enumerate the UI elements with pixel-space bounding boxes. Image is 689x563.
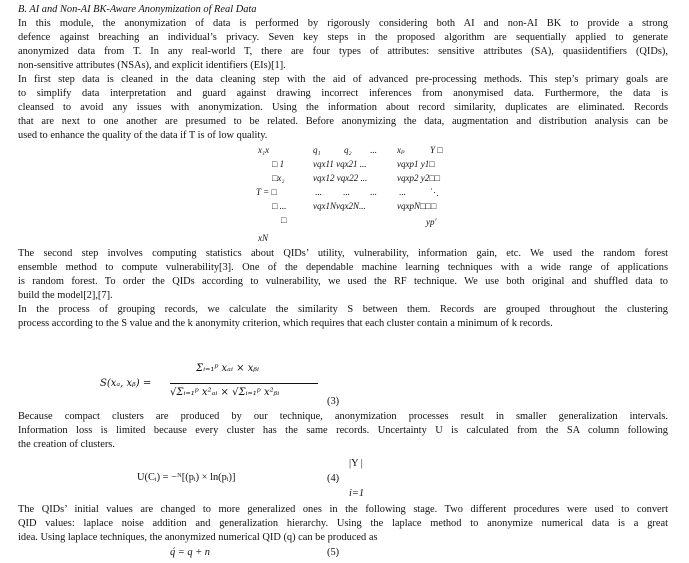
p3-line-1: The second step involves computing statistics about QIDs’ utility, vulnerability, information gain, etc. We used the random forest (18, 248, 668, 259)
p1-line-1: In this module, the anonymization of data is performed by rigorously considering both AI and non-AI BK to provide a strong (18, 18, 668, 29)
p3-line-2: ensemble method to compute vulnerability[3]. One of the dependable machine learning techniques with a wide range of applications (18, 262, 668, 273)
eq4-main: U(Cᵢ) = −ᴺ[(pᵢ) × ln(pᵢ)] (137, 472, 236, 483)
eq5-number: (5) (327, 547, 340, 558)
eq5-main: q́ = q + n (170, 547, 210, 558)
eq4-lower-limit: i=1 (349, 488, 365, 499)
eq4-number: (4) (327, 473, 340, 484)
p6-line-1: The QIDs’ initial values are changed to more generalized ones in the following stage. Two different procedures were used to convert (18, 504, 668, 515)
matrix-r5-c1: vqx1Nvqx2N... (313, 201, 366, 211)
p2-line-4: that are next to one another are presumed to be related. Before anonymizing the data, augmentation and distribution analysis can be (18, 116, 668, 127)
matrix-r5-c2: vqxpN□□□ (397, 201, 437, 211)
matrix-r6-c1: yp′ (426, 217, 437, 227)
p5-line-1: Because compact clusters are produced by our technique, anonymization processes result in smaller generalization intervals. (18, 411, 668, 422)
p2-line-3: cleansed to avoid any issues with anonymization. Using the information about record similarity, duplicates are eliminated. Records (18, 102, 668, 113)
section-heading: B. AI and Non-AI BK-Aware Anonymization of Real Data (18, 4, 257, 15)
p5-line-2: Information loss is limited because every cluster has the same records. Uncertainty U is calculated from the SA column following (18, 425, 668, 436)
p2-line-2: to simplify data interpretation and guard against drawing incorrect inferences from anonymised data. Furthermore, the data is (18, 88, 668, 99)
p1-line-2: defence against breaching an individual’s privacy. Seven key steps in the proposed algorithm are sequentially applied to generate (18, 32, 668, 43)
p6-line-3: idea. Using laplace techniques, the anonymized numerical QID (q) can be produced as (18, 532, 378, 543)
p2-line-1: In first step data is cleaned in the data cleaning step with the aid of advanced pre-processing methods. This step’s primary goals are (18, 74, 668, 85)
matrix-r4-c4: ... (399, 187, 406, 197)
eq3-numerator: Σᵢ₌₁ᵖ xₐᵢ × xᵦᵢ (196, 363, 259, 374)
matrix-r1-c1: q₁ (313, 145, 321, 155)
matrix-r2-c1: vqx11 vqx21 ... (313, 159, 367, 169)
p5-line-3: the creation of clusters. (18, 439, 115, 450)
p4-line-2: process according to the S value and the k anonymity criterion, which requires that each cluster contain a minimum of k records. (18, 318, 553, 329)
eq4-upper-limit: |Y | (349, 458, 363, 469)
p4-line-1: In the process of grouping records, we calculate the similarity S between them. Records are grouped throughout the clustering (18, 304, 668, 315)
matrix-r7: xN (258, 233, 268, 243)
matrix-r4-c1: ... (315, 187, 322, 197)
matrix-r3-c2: vqxp2 y2□□ (397, 173, 441, 183)
matrix-r1-c5: Y □ (430, 145, 443, 155)
matrix-r4-c5: ⋱ (430, 187, 439, 197)
matrix-r3-c1: vqx12 vqx22 ... (313, 173, 368, 183)
matrix-r5-c0: □ ... (272, 201, 287, 211)
matrix-r3-c0: □x₂ (272, 173, 285, 183)
p2-line-5: used to enhance the quality of the data if T is of low quality. (18, 130, 268, 141)
matrix-r1-c0: x₁x (258, 145, 270, 155)
matrix-r1-c2: q₂ (344, 145, 352, 155)
eq3-lhs: S(xₐ, xᵦ) = (100, 378, 152, 389)
matrix-r1-c4: xₚ (397, 145, 405, 155)
matrix-r6-c0: □ (281, 215, 287, 225)
matrix-r1-c3: ... (370, 145, 377, 155)
p6-line-2: QID values: laplace noise addition and generalization hierarchy. Using the laplace method to anonymize numerical data is a great (18, 518, 668, 529)
matrix-r4-c0: T = □ (256, 187, 277, 197)
matrix-r4-c2: ... (343, 187, 350, 197)
matrix-r2-c2: vqxp1 y1□ (397, 159, 435, 169)
eq3-number: (3) (327, 396, 340, 407)
eq3-denominator: √Σᵢ₌₁ᵖ x²ₐᵢ × √Σᵢ₌₁ᵖ x²ᵦᵢ (170, 387, 280, 398)
p1-line-4: non-sensitive attributes (NSAs), and explicit identifiers (EIs)[1]. (18, 60, 286, 71)
p1-line-3: anonymized data from T. In any real-world T, there are four types of attributes: sensitive attributes (SA), quasiidentifiers (QIDs), (18, 46, 668, 57)
eq3-fraction-bar (170, 383, 318, 384)
p3-line-4: build the model[2],[7]. (18, 290, 113, 301)
matrix-r4-c3: ... (370, 187, 377, 197)
p3-line-3: is random forest. To order the QIDs according to vulnerability, we used the RF technique. We use both original and shuffled data to (18, 276, 668, 287)
matrix-r2-c0: □ 1 (272, 159, 285, 169)
